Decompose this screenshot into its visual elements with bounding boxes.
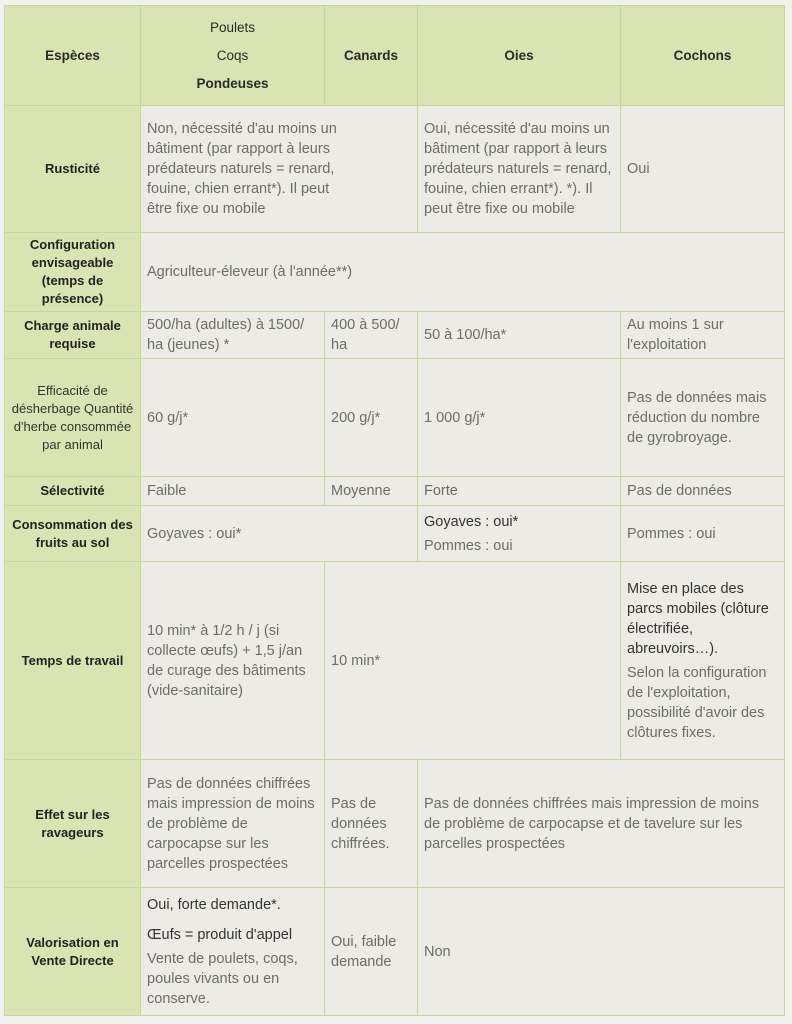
row-label-rusticite: Rusticité <box>5 106 141 233</box>
row-effet <box>5 760 785 888</box>
row-label-selectivite: Sélectivité <box>5 477 141 506</box>
cell-temps-poulets: 10 min* à 1/2 h / j (si collecte œufs) + 1,5 j/an de curage des bâtiments (vide-sanitaire) <box>141 562 325 760</box>
cell-consommation-oies <box>418 506 621 562</box>
header-poulets <box>141 6 325 106</box>
cell-selectivite-poulets: Faible <box>141 477 325 506</box>
row-label-consommation: Consommation des fruits au sol <box>5 506 141 562</box>
cell-effet-oies-cochons: Pas de données chiffrées mais impression de moins de problème de carpocapse et de tavelure sur les parcelles prospectées <box>418 760 785 888</box>
row-label-configuration: Configuration envisageable (temps de présence) <box>5 233 141 312</box>
header-coqs-line: Coqs <box>216 47 249 63</box>
row-valorisation <box>5 888 785 1016</box>
row-label-effet: Effet sur les ravageurs <box>5 760 141 888</box>
cell-effet-canards: Pas de données chiffrées. <box>325 760 418 888</box>
cell-configuration: Agriculteur-éleveur (à l'année**) <box>141 233 785 312</box>
cell-consommation-poulets-canards: Goyaves : oui* <box>141 506 418 562</box>
cell-selectivite-canards: Moyenne <box>325 477 418 506</box>
row-label-temps: Temps de travail <box>5 562 141 760</box>
header-pondeuses-line: Pondeuses <box>196 75 269 91</box>
header-cochons: Cochons <box>621 6 785 106</box>
cell-rusticite-oies: Oui, nécessité d'au moins un bâtiment (par rapport à leurs prédateurs naturels = renard, fouine, chien errant*). *). Il peut être fixe ou mobile <box>418 106 621 233</box>
row-temps <box>5 562 785 760</box>
cell-charge-oies: 50 à 100/ha* <box>418 312 621 359</box>
valorisation-poulets-demande: Oui, forte demande*. <box>147 896 281 913</box>
row-rusticite <box>5 106 785 233</box>
header-row <box>5 6 785 106</box>
cell-efficacite-canards: 200 g/j* <box>325 359 418 477</box>
cell-valorisation-poulets <box>141 888 325 1016</box>
cell-charge-cochons: Au moins 1 sur l'exploitation <box>621 312 785 359</box>
cell-rusticite-cochons: Oui <box>621 106 785 233</box>
cell-efficacite-oies: 1 000 g/j* <box>418 359 621 477</box>
cell-efficacite-poulets: 60 g/j* <box>141 359 325 477</box>
valorisation-poulets-vente: Vente de poulets, coqs, poules vivants ou en conserve. <box>147 950 298 1007</box>
cell-valorisation-canards: Oui, faible demande <box>325 888 418 1016</box>
cell-charge-poulets: 500/ha (adultes) à 1500/ ha (jeunes) * <box>141 312 325 359</box>
cell-selectivite-cochons: Pas de données <box>621 477 785 506</box>
row-label-charge: Charge animale requise <box>5 312 141 359</box>
temps-cochons-configuration: Selon la configuration de l'exploitation, possibilité d'avoir des clôtures fixes. <box>627 664 767 741</box>
cell-rusticite-poulets: Non, nécessité d'au moins un bâtiment (par rapport à leurs prédateurs naturels = renard, fouine, chien errant*). Il peut être fixe ou mobile <box>141 106 418 233</box>
consommation-oies-goyaves: Goyaves : oui* <box>424 513 519 530</box>
valorisation-poulets-oeufs: Œufs = produit d'appel <box>147 926 293 943</box>
temps-cochons-mise-en-place: Mise en place des parcs mobiles (clôture électrifiée, abreuvoirs…). <box>627 580 769 657</box>
cell-selectivite-oies: Forte <box>418 477 621 506</box>
comparison-table-wrapper <box>4 5 785 1016</box>
header-oies: Oies <box>418 6 621 106</box>
consommation-oies-pommes: Pommes : oui <box>424 537 513 554</box>
row-efficacite <box>5 359 785 477</box>
cell-temps-cochons <box>621 562 785 760</box>
header-species: Espèces <box>5 6 141 106</box>
cell-effet-poulets: Pas de données chiffrées mais impression de moins de problème de carpocapse sur les parcelles prospectées <box>141 760 325 888</box>
row-label-efficacite: Efficacité de désherbage Quantité d'herbe consommée par animal <box>5 359 141 477</box>
cell-valorisation-oies-cochons: Non <box>418 888 785 1016</box>
cell-charge-canards: 400 à 500/ ha <box>325 312 418 359</box>
header-canards: Canards <box>325 6 418 106</box>
row-configuration <box>5 233 785 312</box>
row-selectivite <box>5 477 785 506</box>
row-charge <box>5 312 785 359</box>
row-consommation <box>5 506 785 562</box>
cell-efficacite-cochons: Pas de données mais réduction du nombre de gyrobroyage. <box>621 359 785 477</box>
row-label-valorisation: Valorisation en Vente Directe <box>5 888 141 1016</box>
species-comparison-table <box>4 5 785 1016</box>
cell-consommation-cochons: Pommes : oui <box>621 506 785 562</box>
cell-temps-canards-oies: 10 min* <box>325 562 621 760</box>
header-poulets-line: Poulets <box>209 19 256 35</box>
